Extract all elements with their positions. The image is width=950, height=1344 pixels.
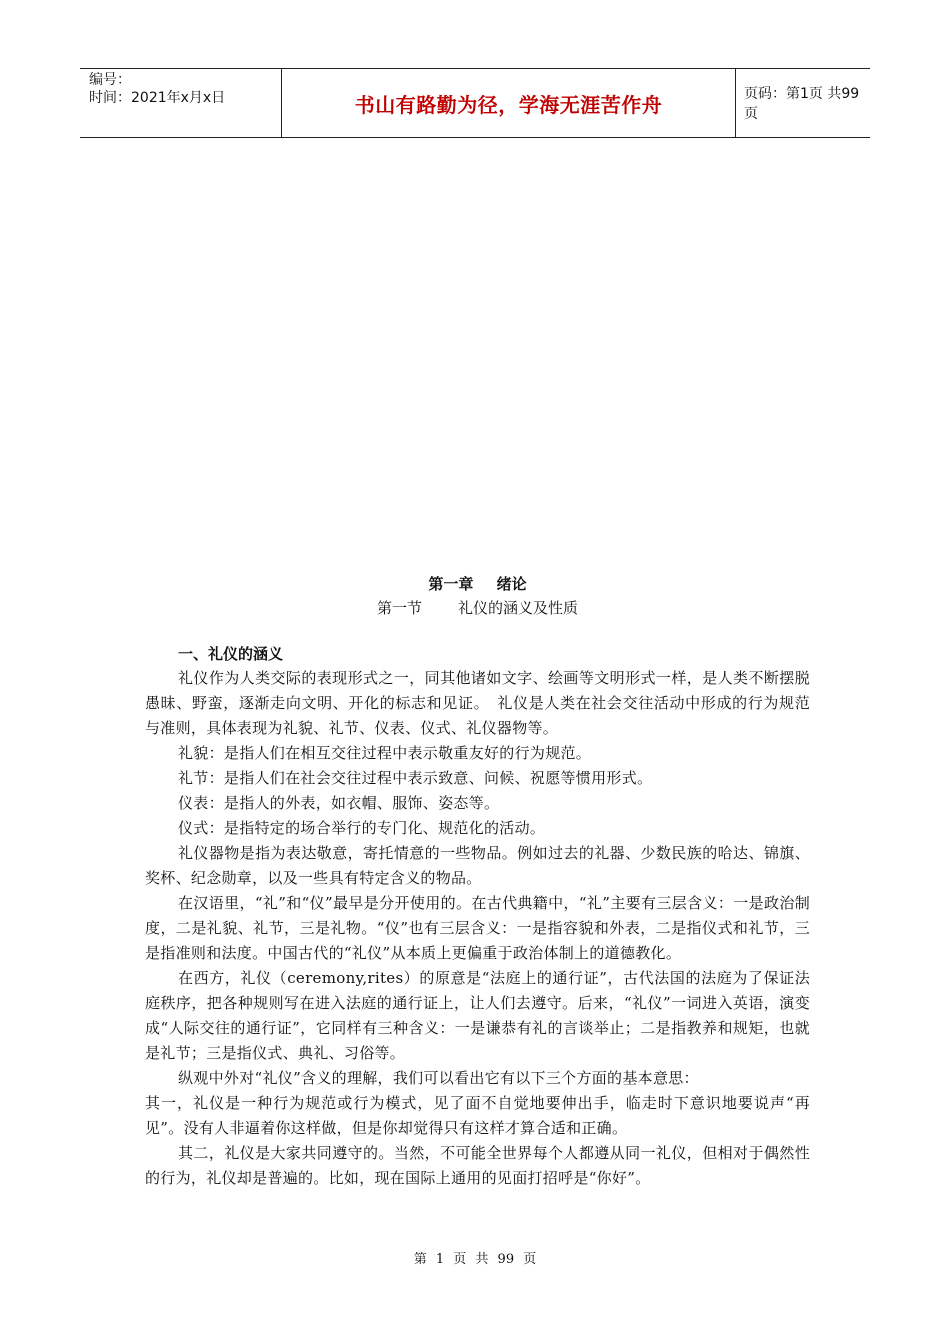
header-motto-cell [282,69,736,137]
paragraph: 其一，礼仪是一种行为规范或行为模式，见了面不自觉地要伸出手，临走时下意识地要说声“再见”。没有人非逼着你这样做，但是你却觉得只有这样才算合适和正确。 [145,1094,810,1137]
section-title-line [145,596,810,620]
paragraph: 礼仪作为人类交际的表现形式之一，同其他诸如文字、绘画等文明形式一样，是人类不断摆脱愚昧、野蛮，逐渐走向文明、开化的标志和见证。 礼仪是人类在社会交往活动中形成的行为规范与准则，具体表现为礼貌、礼节、仪表、仪式、礼仪器物等。 [145,669,810,737]
header-info-cell [80,69,282,137]
page-info: 页码：第1页 共99页 [744,86,860,122]
paragraph: 礼仪器物是指为表达敬意，寄托情意的一些物品。例如过去的礼器、少数民族的哈达、锦旗、奖杯、纪念勋章，以及一些具有特定含义的物品。 [145,844,810,887]
paragraph: 在西方，礼仪（ceremony,rites）的原意是“法庭上的通行证”，古代法国的法庭为了保证法庭秩序，把各种规则写在进入法庭的通行证上，让人们去遵守。后来，“礼仪”一词进入英语，演变成“人际交往的通行证”，它同样有三种含义：一是谦恭有礼的言谈举止；二是指教养和规矩，也就是礼节；三是指仪式、典礼、习俗等。 [145,969,810,1062]
section-number: 第一节 [376,599,422,617]
page-footer: 第 1 页 共 99 页 [413,1252,537,1267]
heading-1: 一、礼仪的涵义 [178,645,284,663]
paragraph: 在汉语里，“礼”和“仪”最早是分开使用的。在古代典籍中，“礼”主要有三层含义：一是政治制度，二是礼貌、礼节，三是礼物。“仪”也有三层含义：一是指容貌和外表，二是指仪式和礼节，三是指准则和法度。中国古代的“礼仪”从本质上更偏重于政治体制上的道德教化。 [145,894,810,962]
section-title: 礼仪的涵义及性质 [458,599,579,617]
paragraph: 礼貌：是指人们在相互交往过程中表示敬重友好的行为规范。 [178,744,592,762]
number-label: 编号： [89,72,131,88]
paragraph: 仪表：是指人的外表，如衣帽、服饰、姿态等。 [178,794,500,812]
chapter-title: 第一章 绪论 [428,575,527,593]
paragraph: 其二，礼仪是大家共同遵守的。当然，不可能全世界每个人都遵从同一礼仪，但相对于偶然性的行为，礼仪却是普遍的。比如，现在国际上通用的见面打招呼是“你好”。 [145,1144,810,1187]
time-label: 时间：2021年x月x日 [89,90,226,106]
paragraph: 礼节：是指人们在社会交往过程中表示致意、问候、祝愿等惯用形式。 [178,769,653,787]
paragraph: 仪式：是指特定的场合举行的专门化、规范化的活动。 [178,819,546,837]
motto-text: 书山有路勤为径，学海无涯苦作舟 [354,92,663,117]
paragraph: 纵观中外对“礼仪”含义的理解，我们可以看出它有以下三个方面的基本意思： [178,1069,699,1087]
document-body [145,572,810,1191]
header-page-cell [736,69,870,137]
header-table [80,68,870,138]
